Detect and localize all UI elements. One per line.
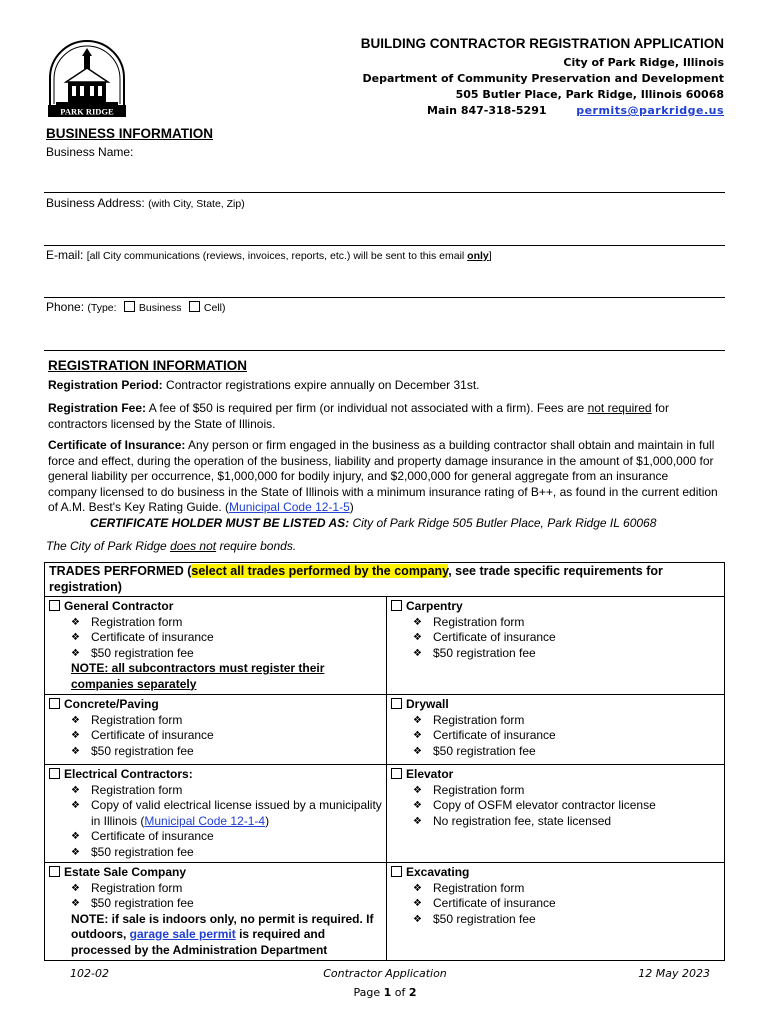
excavating-checkbox[interactable] (391, 866, 402, 877)
email-label-row (46, 248, 492, 262)
list-item: ❖ Certificate of insurance (71, 829, 382, 845)
contact-line (363, 103, 724, 119)
list-item: ❖ Certificate of insurance (413, 896, 720, 912)
cell-phone-label: Cell) (203, 302, 226, 314)
trade-elevator (387, 765, 725, 863)
email-label: E-mail: (46, 248, 84, 262)
footer-date: 12 May 2023 (638, 967, 710, 980)
trade-title: Concrete/Paving (64, 697, 159, 711)
list-item: ❖ Copy of valid electrical license issued by a municipality in Illinois (Municipal Code 12-1-4) (71, 798, 382, 829)
list-item: ❖ $50 registration fee (413, 744, 720, 760)
agency-block (363, 55, 724, 119)
municipal-code-12-1-5-link[interactable]: Municipal Code 12-1-5 (229, 500, 350, 514)
department-name: Department of Community Preservation and Development (362, 72, 724, 85)
business-name-field[interactable] (44, 192, 725, 193)
list-item: ❖ No registration fee, state licensed (413, 814, 720, 830)
general-contractor-note: NOTE: all subcontractors must register their companies separately (71, 661, 325, 691)
concrete-paving-checkbox[interactable] (49, 698, 60, 709)
list-item: ❖ Registration form (71, 713, 382, 729)
form-number: 102-02 (70, 967, 109, 980)
registration-fee: Registration Fee: A fee of $50 is required per firm (or individual not associated with a firm). Fees are not required for contractors licensed by the State of Illinois. (48, 401, 669, 431)
svg-text:PARK RIDGE: PARK RIDGE (60, 106, 114, 117)
phone-label: Phone: (46, 300, 85, 314)
list-item: ❖ Registration form (71, 615, 382, 631)
list-item: ❖ $50 registration fee (71, 646, 382, 662)
phone-label-row (46, 300, 225, 314)
phone-field[interactable] (44, 350, 725, 351)
estate-sale-checkbox[interactable] (49, 866, 60, 877)
trade-title: Electrical Contractors: (64, 767, 193, 781)
page-number: Page 1 of 2 (353, 986, 417, 999)
trade-title: Excavating (406, 865, 470, 879)
list-item: ❖ $50 registration fee (413, 646, 720, 662)
trade-estate-sale (45, 863, 387, 961)
business-phone-label: Business (138, 302, 182, 314)
estate-sale-note: NOTE: if sale is indoors only, no permit is required. If outdoors, garage sale permit is required and processed by the Administration Department (71, 911, 374, 957)
city-seal-logo (44, 38, 130, 118)
trades-heading: TRADES PERFORMED (select all trades performed by the company, see trade specific requirements for registration) (45, 563, 725, 597)
trade-general-contractor (45, 597, 387, 695)
list-item: ❖ Registration form (413, 881, 720, 897)
business-address-field[interactable] (44, 245, 725, 246)
trades-table (44, 562, 725, 961)
email-field[interactable] (44, 297, 725, 298)
list-item: ❖ Certificate of insurance (71, 728, 382, 744)
list-item: ❖ Registration form (71, 783, 382, 799)
list-item: ❖ Certificate of insurance (413, 630, 720, 646)
phone-type-label: (Type: (87, 302, 117, 314)
footer-doc-name: Contractor Application (323, 967, 447, 980)
trade-title: Drywall (406, 697, 449, 711)
list-item: ❖ $50 registration fee (413, 912, 720, 928)
cell-phone-checkbox[interactable] (189, 301, 200, 312)
main-phone: Main 847-318-5291 (427, 104, 547, 117)
permits-email-link[interactable]: permits@parkridge.us (576, 104, 724, 117)
trade-title: General Contractor (64, 599, 174, 613)
business-address-label: Business Address: (46, 196, 145, 210)
trade-title: Carpentry (406, 599, 463, 613)
registration-info-heading: REGISTRATION INFORMATION (48, 358, 247, 373)
drywall-checkbox[interactable] (391, 698, 402, 709)
list-item: ❖ Registration form (413, 713, 720, 729)
business-address-label-row (46, 196, 245, 210)
trade-title: Estate Sale Company (64, 865, 187, 879)
bonds-note: The City of Park Ridge does not require bonds. (46, 539, 297, 553)
email-hint: [all City communications (reviews, invoices, reports, etc.) will be sent to this email only] (86, 250, 492, 262)
list-item: ❖ $50 registration fee (71, 845, 382, 861)
general-contractor-checkbox[interactable] (49, 600, 60, 611)
list-item: ❖ $50 registration fee (71, 744, 382, 760)
registration-period: Registration Period: Contractor registrations expire annually on December 31st. (48, 378, 480, 392)
business-name-label: Business Name: (46, 145, 134, 159)
list-item: ❖ Copy of OSFM elevator contractor license (413, 798, 720, 814)
certificate-holder: CERTIFICATE HOLDER MUST BE LISTED AS: City of Park Ridge 505 Butler Place, Park Ridge IL 60068 (90, 516, 657, 530)
carpentry-checkbox[interactable] (391, 600, 402, 611)
business-info-heading: BUSINESS INFORMATION (46, 126, 214, 141)
trade-electrical (45, 765, 387, 863)
list-item: ❖ $50 registration fee (71, 896, 382, 912)
certificate-of-insurance: Certificate of Insurance: Any person or firm engaged in the business as a building contractor shall obtain and maintain in full force and effect, during the operation of the business, liability and property damage insurance in the amount of $1,000,000 for general liability per occurrence, $1,000,000 for bodily injury, and $2,000,000 for general aggregate from an insurance company licensed to do business in the State of Illinois with a minimum insurance rating of B++, as found in the current edition of A.M. Best's Key Rating Guide. (Municipal Code 12-1-5) (48, 438, 718, 514)
agency-address: 505 Butler Place, Park Ridge, Illinois 60068 (455, 88, 724, 101)
trade-carpentry (387, 597, 725, 695)
trade-excavating (387, 863, 725, 961)
trade-concrete-paving (45, 695, 387, 765)
list-item: ❖ Registration form (71, 881, 382, 897)
municipal-code-12-1-4-link[interactable]: Municipal Code 12-1-4 (144, 813, 266, 828)
electrical-checkbox[interactable] (49, 768, 60, 779)
list-item: ❖ Certificate of insurance (413, 728, 720, 744)
document-title: BUILDING CONTRACTOR REGISTRATION APPLICATION (360, 36, 724, 51)
garage-sale-permit-link[interactable]: garage sale permit (129, 927, 236, 941)
list-item: ❖ Registration form (413, 615, 720, 631)
elevator-checkbox[interactable] (391, 768, 402, 779)
city-name: City of Park Ridge, Illinois (563, 56, 724, 69)
business-phone-checkbox[interactable] (124, 301, 135, 312)
trade-drywall (387, 695, 725, 765)
trade-title: Elevator (406, 767, 454, 781)
list-item: ❖ Certificate of insurance (71, 630, 382, 646)
list-item: ❖ Registration form (413, 783, 720, 799)
business-address-hint: (with City, State, Zip) (148, 198, 245, 210)
